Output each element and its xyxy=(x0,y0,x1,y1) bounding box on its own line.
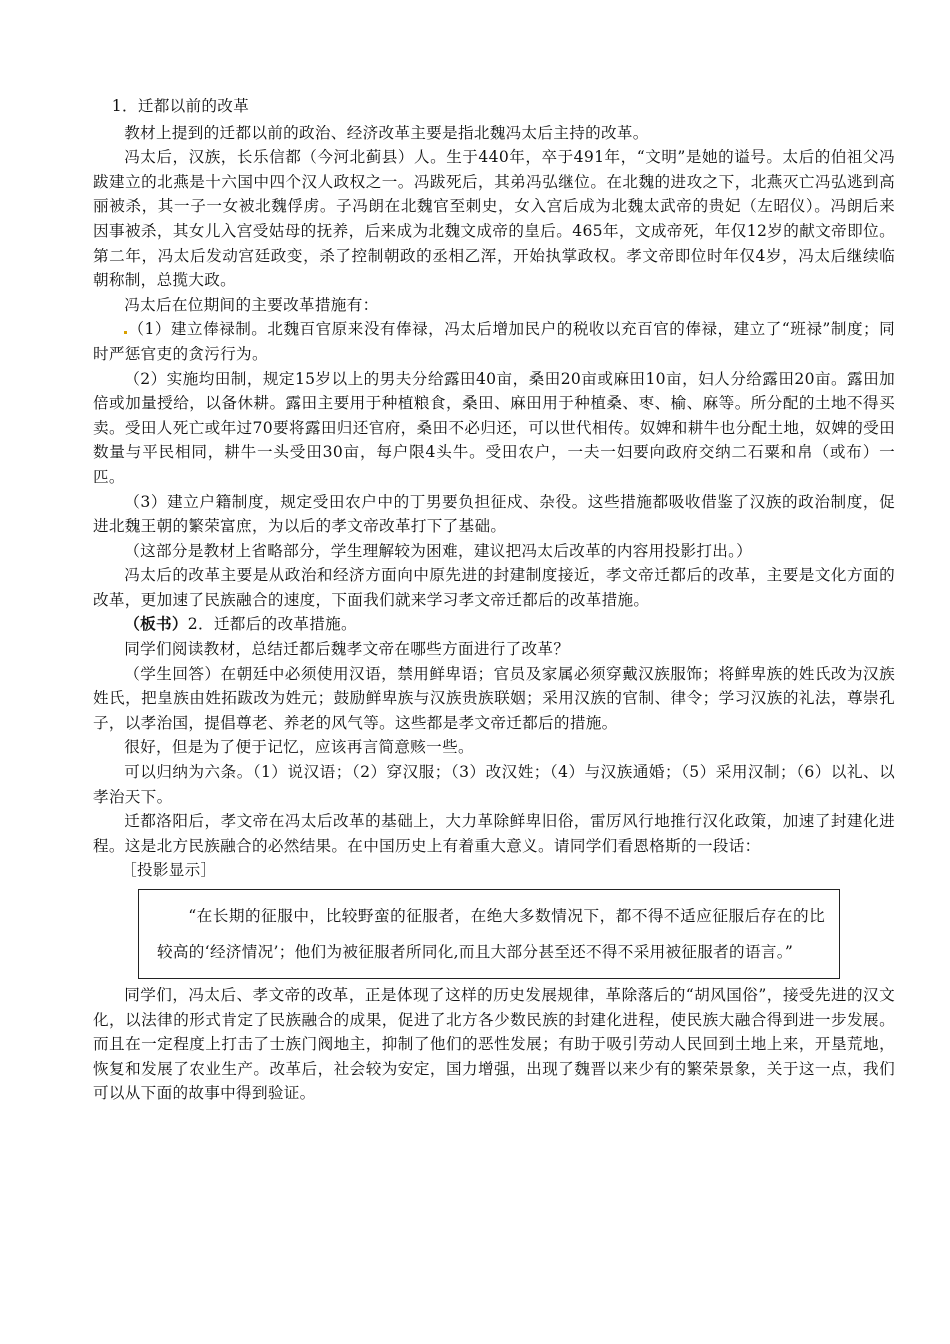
paragraph-intro: 教材上提到的迁都以前的政治、经济改革主要是指北魏冯太后主持的改革。 xyxy=(124,123,649,142)
measure-item-1-text: （1）建立俸禄制。北魏百官原来没有俸禄，冯太后增加民户的税收以充百官的俸禄，建立了“班禄”制度；同时严惩官吏的贪污行为。 xyxy=(93,320,895,363)
paragraph-six-points: 可以归纳为六条。（1）说汉语；（2）穿汉服；（3）改汉姓；（4）与汉族通婚；（5）采用汉制；（6）以礼、以孝治天下。 xyxy=(93,763,895,806)
document-page xyxy=(93,94,895,1106)
paragraph-transition: 冯太后的改革主要是从政治和经济方面向中原先进的封建制度接近，孝文帝迁都后的改革，主要是文化方面的改革，更加速了民族融合的速度，下面我们就来学习孝文帝迁都后的改革措施。 xyxy=(93,566,895,609)
projection-label: ［投影显示］ xyxy=(121,861,217,880)
paragraph-closing: 同学们，冯太后、孝文帝的改革，正是体现了这样的历史发展规律，革除落后的“胡风国俗”，接受先进的汉文化，以法律的形式肯定了民族融合的成果，促进了北方各少数民族的封建化进程，使民族大融合得到进一步发展。而且在一定程度上打击了士族门阀地主，抑制了他们的恶性发展；有助于吸引劳动人民回到土地上来，开垦荒地，恢复和发展了农业生产。改革后，社会较为安定，国力增强，出现了魏晋以来少有的繁荣景象，关于这一点，我们可以从下面的故事中得到验证。 xyxy=(93,986,895,1103)
engels-quote-box xyxy=(138,889,840,979)
paragraph-feng-biography: 冯太后，汉族，长乐信都（今河北蓟县）人。生于440年，卒于491年，“文明”是她的谥号。太后的伯祖父冯跋建立的北燕是十六国中四个汉人政权之一。冯跋死后，其弟冯弘继位。在北魏的进攻之下，北燕灭亡冯弘逃到高丽被杀，其一子一女被北魏俘虏。子冯朗在北魏官至刺史，女入宫后成为北魏太武帝的贵妃（左昭仪）。冯朗后来因事被杀，其女儿入宫受姑母的抚养，后来成为北魏文成帝的皇后。465年，文成帝死，年仅12岁的献文帝即位。第二年，冯太后发动宫廷政变，杀了控制朝政的丞相乙浑，开始执掌政权。孝文帝即位时年仅4岁，冯太后继续临朝称制，总揽大政。 xyxy=(93,148,895,290)
measure-item-3: （3）建立户籍制度，规定受田农户中的丁男要负担征戍、杂役。这些措施都吸收借鉴了汉族的政治制度，促进北魏王朝的繁荣富庶，为以后的孝文帝改革打下了基础。 xyxy=(93,492,895,536)
section-heading-2 xyxy=(93,612,895,637)
board-label: （板书） xyxy=(124,614,188,634)
measure-item-2: （2）实施均田制，规定15岁以上的男夫分给露田40亩，桑田20亩或麻田10亩，妇人分给露田20亩。露田加倍或加量授给，以备休耕。露田主要用于种植粮食，桑田、麻田用于种植桑、枣、榆、麻等。所分配的土地不得买卖。受田人死亡或年过70要将露田归还官府，桑田不必归还，可以世代相传。奴婢和耕牛也分配土地，奴婢的受田数量与平民相同，耕牛一头受田30亩，每户限4头牛。受田农户，一夫一妇要向政府交纳二石粟和帛（或布）一匹。 xyxy=(93,369,895,486)
paragraph-feedback: 很好，但是为了便于记忆，应该再言简意赅一些。 xyxy=(124,738,474,757)
teacher-note: （这部分是教材上省略部分，学生理解较为困难，建议把冯太后改革的内容用投影打出。） xyxy=(124,541,753,560)
section-heading-1: 1．迁都以前的改革 xyxy=(111,97,250,115)
edit-mark-icon xyxy=(124,331,127,334)
paragraph-question: 同学们阅读教材，总结迁都后魏孝文帝在哪些方面进行了改革？ xyxy=(124,640,570,659)
engels-quote: “在长期的征服中，比较野蛮的征服者，在绝大多数情况下，都不得不适应征服后存在的比较高的‘经济情况’；他们为被征服者所同化,而且大部分甚至还不得不采用被征服者的语言。” xyxy=(157,907,825,961)
paragraph-significance: 迁都洛阳后，孝文帝在冯太后改革的基础上，大力革除鲜卑旧俗，雷厉风行地推行汉化政策，加速了封建化进程。这是北方民族融合的必然结果。在中国历史上有着重大意义。请同学们看恩格斯的一段话： xyxy=(93,812,895,855)
paragraph-measures-intro: 冯太后在位期间的主要改革措施有： xyxy=(124,295,379,314)
measure-item-1 xyxy=(93,317,895,366)
paragraph-student-answer: （学生回答）在朝廷中必须使用汉语，禁用鲜卑语；官员及家属必须穿戴汉族服饰；将鲜卑族的姓氏改为汉族姓氏，把皇族由姓拓跋改为姓元；鼓励鲜卑族与汉族贵族联姻；采用汉族的官制、律令；学习汉族的礼法，尊崇孔子，以孝治国，提倡尊老、养老的风气等。这些都是孝文帝迁都后的措施。 xyxy=(93,664,895,732)
section-heading-2-text: 2．迁都后的改革措施。 xyxy=(187,615,357,634)
